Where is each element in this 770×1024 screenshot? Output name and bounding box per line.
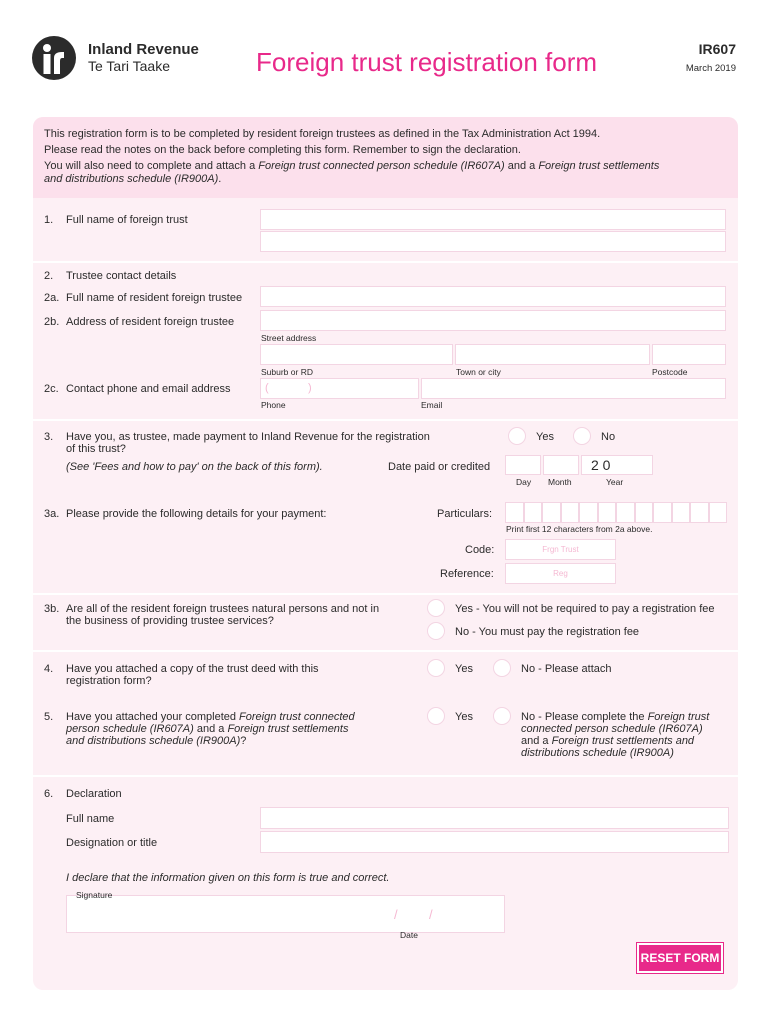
q3b-yes-label: Yes - You will not be required to pay a registration fee bbox=[455, 603, 715, 615]
reset-form-button[interactable]: RESET FORM bbox=[637, 943, 723, 973]
particulars-char-box[interactable] bbox=[635, 502, 654, 523]
trust-name-field-1[interactable] bbox=[260, 209, 726, 230]
intro-ir607a: Foreign trust connected person schedule (IR607A) bbox=[258, 160, 505, 172]
q5-line-2 bbox=[66, 723, 349, 735]
section-divider bbox=[33, 261, 738, 263]
phone-area-close: ) bbox=[308, 382, 312, 394]
q5-no-text: No - Please complete the bbox=[521, 711, 648, 723]
section-divider bbox=[33, 650, 738, 652]
q5-ir607a: Foreign trust connected bbox=[239, 711, 355, 723]
q4-yes-radio[interactable] bbox=[427, 659, 445, 677]
q3-no-radio[interactable] bbox=[573, 427, 591, 445]
code-label: Code: bbox=[465, 544, 495, 556]
q2b-label: Address of resident foreign trustee bbox=[66, 316, 235, 328]
q3-yes-label: Yes bbox=[536, 431, 554, 443]
q5-text: and a bbox=[193, 723, 228, 735]
q4-number: 4. bbox=[44, 663, 54, 675]
q4-line-2: registration form? bbox=[66, 675, 152, 687]
q5-ir900a-cont: and distributions schedule (IR900A) bbox=[66, 735, 241, 747]
suburb-label: Suburb or RD bbox=[261, 367, 313, 377]
declaration-statement: I declare that the information given on this form is true and correct. bbox=[66, 872, 390, 884]
intro-line-3 bbox=[44, 160, 659, 172]
section-divider bbox=[33, 593, 738, 595]
particulars-char-box[interactable] bbox=[672, 502, 691, 523]
particulars-label: Particulars: bbox=[437, 508, 493, 520]
email-field[interactable] bbox=[421, 378, 726, 399]
postcode-label: Postcode bbox=[652, 367, 688, 377]
q2-label: Trustee contact details bbox=[66, 270, 177, 282]
town-field[interactable] bbox=[455, 344, 650, 365]
q3b-no-label: No - You must pay the registration fee bbox=[455, 626, 640, 638]
q2b-number: 2b. bbox=[44, 316, 60, 328]
trustee-name-field[interactable] bbox=[260, 286, 726, 307]
intro-line-2: Please read the notes on the back before completing this form. Remember to sign the declaration. bbox=[44, 144, 521, 156]
intro-text: . bbox=[218, 173, 222, 185]
particulars-char-box[interactable] bbox=[561, 502, 580, 523]
q5-no-text: and a bbox=[521, 735, 552, 747]
date-paid-day[interactable] bbox=[505, 455, 541, 475]
q5-text: Have you attached your completed bbox=[66, 711, 240, 723]
q5-number: 5. bbox=[44, 711, 54, 723]
q3-line-1: Have you, as trustee, made payment to Inland Revenue for the registration bbox=[66, 431, 430, 443]
q4-yes-label: Yes bbox=[455, 663, 473, 675]
q5-text: ? bbox=[240, 735, 247, 747]
particulars-char-box[interactable] bbox=[524, 502, 543, 523]
year-label: Year bbox=[606, 477, 624, 487]
designation-label: Designation or title bbox=[66, 837, 158, 849]
particulars-char-box[interactable] bbox=[598, 502, 617, 523]
q4-line-1: Have you attached a copy of the trust deed with this bbox=[66, 663, 319, 675]
full-name-label: Full name bbox=[66, 813, 115, 825]
phone-area-open: ( bbox=[265, 382, 269, 394]
declaration-date-label: Date bbox=[400, 930, 418, 940]
q3b-line-1: Are all of the resident foreign trustees natural persons and not in bbox=[66, 603, 380, 615]
q3b-no-radio[interactable] bbox=[427, 622, 445, 640]
q4-no-radio[interactable] bbox=[493, 659, 511, 677]
q2a-number: 2a. bbox=[44, 292, 60, 304]
date-paid-year[interactable] bbox=[581, 455, 653, 475]
q5-yes-label: Yes bbox=[455, 711, 473, 723]
street-address-field[interactable] bbox=[260, 310, 726, 331]
q5-no-radio[interactable] bbox=[493, 707, 511, 725]
org-name-maori: Te Tari Taake bbox=[88, 58, 170, 74]
form-code: IR607 bbox=[698, 41, 736, 57]
q2c-number: 2c. bbox=[44, 383, 59, 395]
particulars-char-box[interactable] bbox=[505, 502, 524, 523]
q3b-line-2: the business of providing trustee services? bbox=[66, 615, 274, 627]
q3-yes-radio[interactable] bbox=[508, 427, 526, 445]
date-separator: / bbox=[394, 907, 398, 922]
trust-name-field-2[interactable] bbox=[260, 231, 726, 252]
q5-no-line-3 bbox=[521, 735, 694, 747]
particulars-char-box[interactable] bbox=[542, 502, 561, 523]
particulars-char-box[interactable] bbox=[653, 502, 672, 523]
day-label: Day bbox=[516, 477, 532, 487]
q3-no-label: No bbox=[601, 431, 616, 443]
form-version-date: March 2019 bbox=[685, 63, 736, 74]
org-name: Inland Revenue bbox=[88, 41, 199, 58]
intro-text: and a bbox=[504, 160, 539, 172]
q5-no-line-2: connected person schedule (IR607A) bbox=[521, 723, 703, 735]
reference-label: Reference: bbox=[440, 568, 494, 580]
email-label: Email bbox=[421, 400, 443, 410]
q3a-label: Please provide the following details for your payment: bbox=[66, 508, 327, 520]
postcode-field[interactable] bbox=[652, 344, 726, 365]
date-paid-label: Date paid or credited bbox=[388, 461, 491, 473]
q2a-label: Full name of resident foreign trustee bbox=[66, 292, 243, 304]
q4-no-label: No - Please attach bbox=[521, 663, 612, 675]
particulars-field[interactable] bbox=[505, 502, 727, 523]
year-prefix: 2 0 bbox=[591, 457, 611, 473]
street-address-label: Street address bbox=[261, 333, 317, 343]
q5-line-3 bbox=[66, 735, 246, 747]
q5-no-line-4: distributions schedule (IR900A) bbox=[521, 747, 674, 759]
q2c-label: Contact phone and email address bbox=[66, 383, 231, 395]
q1-label: Full name of foreign trust bbox=[66, 214, 188, 226]
town-label: Town or city bbox=[456, 367, 501, 377]
form-title: Foreign trust registration form bbox=[256, 47, 598, 77]
intro-line-1: This registration form is to be completed by resident foreign trustees as defined in the Tax Administration Act 1994. bbox=[44, 128, 601, 140]
q2-number: 2. bbox=[44, 270, 54, 282]
q3b-yes-radio[interactable] bbox=[427, 599, 445, 617]
q5-no-ir607a: Foreign trust bbox=[647, 711, 710, 723]
intro-text: You will also need to complete and attach a bbox=[44, 160, 259, 172]
declaration-full-name-field[interactable] bbox=[260, 807, 729, 829]
q1-number: 1. bbox=[44, 214, 54, 226]
intro-ir900a-cont: and distributions schedule (IR900A) bbox=[44, 173, 219, 185]
code-field[interactable]: Frgn Trust bbox=[505, 539, 616, 560]
designation-field[interactable] bbox=[260, 831, 729, 853]
q6-label: Declaration bbox=[66, 788, 122, 800]
date-paid-month[interactable] bbox=[543, 455, 579, 475]
q5-no-ir900a: Foreign trust settlements and bbox=[551, 735, 695, 747]
particulars-char-box[interactable] bbox=[709, 502, 728, 523]
particulars-char-box[interactable] bbox=[690, 502, 709, 523]
section-divider bbox=[33, 775, 738, 777]
q5-line-1 bbox=[66, 711, 355, 723]
q6-number: 6. bbox=[44, 788, 54, 800]
q3-line-2: of this trust? bbox=[66, 443, 126, 455]
signature-label: Signature bbox=[76, 890, 113, 900]
inland-revenue-logo bbox=[32, 36, 76, 80]
phone-field[interactable] bbox=[260, 378, 419, 399]
particulars-note: Print first 12 characters from 2a above. bbox=[506, 524, 653, 534]
section-divider bbox=[33, 419, 738, 421]
q3a-number: 3a. bbox=[44, 508, 60, 520]
intro-line-4 bbox=[44, 173, 221, 185]
q3-number: 3. bbox=[44, 431, 54, 443]
q3-note: (See 'Fees and how to pay' on the back of this form). bbox=[66, 461, 323, 473]
intro-ir900a: Foreign trust settlements bbox=[538, 160, 660, 172]
particulars-char-box[interactable] bbox=[616, 502, 635, 523]
q5-ir900a: Foreign trust settlements bbox=[227, 723, 349, 735]
reference-field[interactable]: Reg bbox=[505, 563, 616, 584]
date-separator: / bbox=[429, 907, 433, 922]
suburb-field[interactable] bbox=[260, 344, 453, 365]
month-label: Month bbox=[548, 477, 572, 487]
q5-no-line-1 bbox=[521, 711, 709, 723]
q5-ir607a-cont: person schedule (IR607A) bbox=[66, 723, 194, 735]
particulars-char-box[interactable] bbox=[579, 502, 598, 523]
q5-yes-radio[interactable] bbox=[427, 707, 445, 725]
q3b-number: 3b. bbox=[44, 603, 60, 615]
logo-mark-icon bbox=[32, 36, 76, 80]
phone-label: Phone bbox=[261, 400, 286, 410]
signature-area[interactable] bbox=[66, 890, 505, 933]
